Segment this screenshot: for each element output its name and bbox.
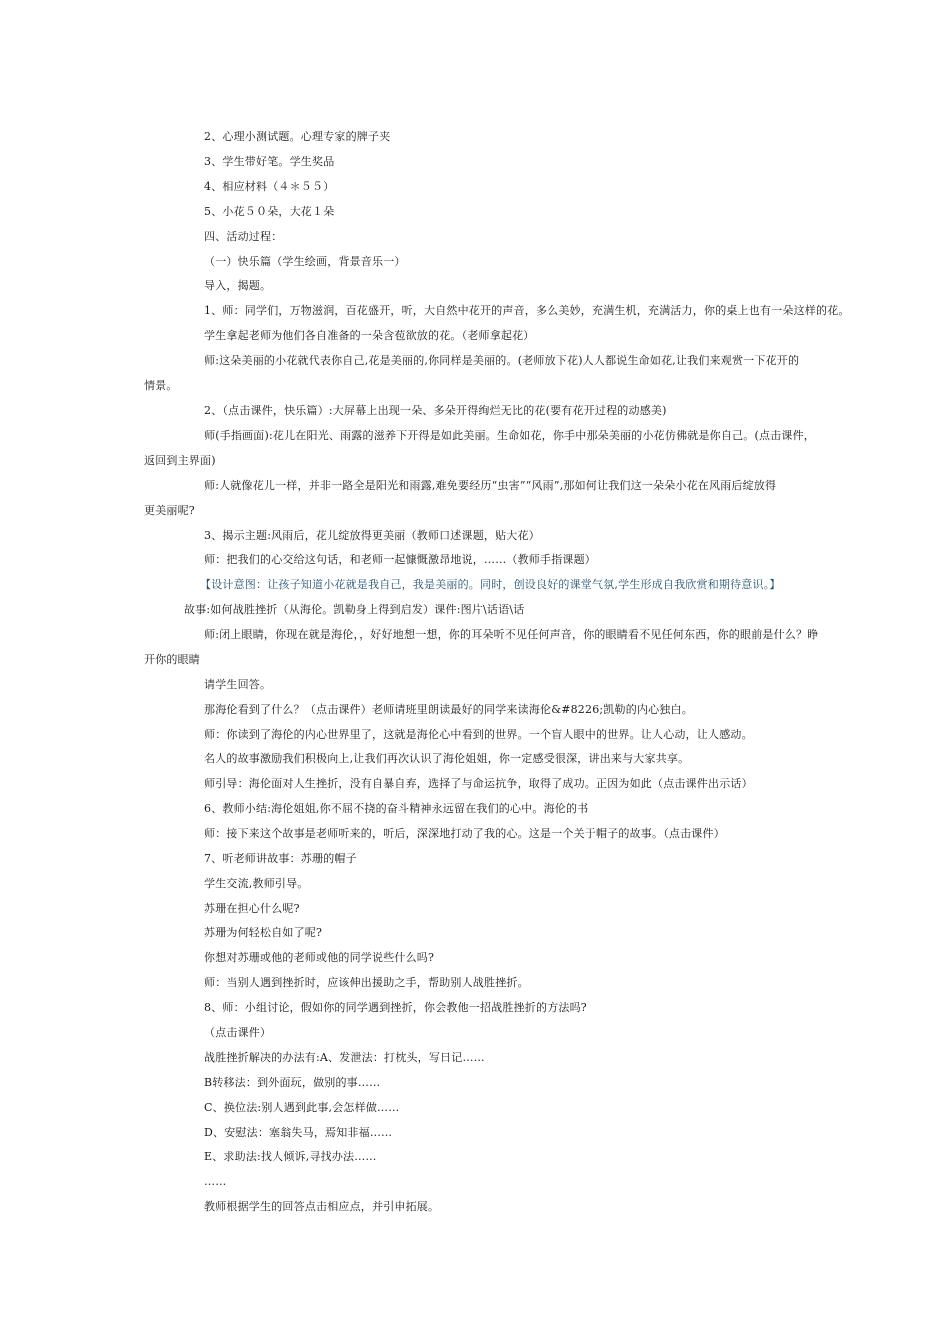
section-heading: 四、活动过程： bbox=[204, 230, 283, 243]
text-line: 名人的故事激励我们积极向上,让我们再次认识了海伦姐姐，你一定感受很深，讲出来与大家共享。 bbox=[204, 752, 690, 765]
text-line: 6、教师小结:海伦姐姐,你不屈不挠的奋斗精神永远留在我们的心中。海伦的书 bbox=[204, 802, 589, 815]
text-line: （点击课件） bbox=[204, 1026, 272, 1039]
text-line: 请学生回答。 bbox=[204, 678, 272, 691]
text-line: 1、师：同学们，万物滋润，百花盛开，听，大自然中花开的声音，多么美妙，充满生机，充满活力，你的桌上也有一朵这样的花。 bbox=[204, 304, 850, 317]
text-line: 师：你读到了海伦的内心世界里了，这就是海伦心中看到的世界。一个盲人眼中的世界。让人心动，让人感动。 bbox=[204, 728, 753, 741]
text-line: 苏珊为何轻松自如了呢? bbox=[204, 926, 323, 939]
text-line: 师：把我们的心交给这句话，和老师一起慷慨激昂地说，……（教师手指课题） bbox=[204, 553, 596, 566]
text-line: 3、学生带好笔。学生奖品 bbox=[204, 155, 335, 168]
text-line: 更美丽呢? bbox=[144, 504, 195, 517]
text-line: B转移法：到外面玩，做别的事…… bbox=[204, 1076, 381, 1089]
text-line: 4、相应材料（４＊５５） bbox=[204, 180, 335, 193]
text-line: D、安慰法：塞翁失马，焉知非福…… bbox=[204, 1126, 393, 1139]
design-intent-note: 【设计意图：让孩子知道小花就是我自己，我是美丽的。同时，创设良好的课堂气氛,学生形成自我欣赏和期待意识。】 bbox=[200, 578, 781, 591]
text-line: E、求助法:找人倾诉,寻找办法…… bbox=[204, 1150, 377, 1163]
text-line: 师：接下来这个故事是老师听来的，听后，深深地打动了我的心。这是一个关于帽子的故事。（点击课件） bbox=[204, 827, 725, 840]
text-line: 你想对苏珊或他的老师或他的同学说些什么吗? bbox=[204, 951, 435, 964]
text-line: 导入，揭题。 bbox=[204, 279, 272, 292]
text-line: 情景。 bbox=[144, 379, 178, 392]
text-line: …… bbox=[204, 1175, 227, 1188]
text-line: 学生交流,教师引导。 bbox=[204, 877, 309, 890]
text-line: 苏珊在担心什么呢? bbox=[204, 902, 300, 915]
text-line: 7、听老师讲故事：苏珊的帽子 bbox=[204, 852, 357, 865]
text-line: 战胜挫折解决的办法有:A、发泄法：打枕头，写日记…… bbox=[204, 1051, 485, 1064]
text-line: 师引导：海伦面对人生挫折，没有自暴自弃，选择了与命运抗争，取得了成功。正因为如此（点击课件出示话） bbox=[204, 777, 753, 790]
text-line: 师:人就像花儿一样，并非一路全是阳光和雨露,难免要经历“虫害”“风雨”,那如何让我们这一朵朵小花在风雨后绽放得 bbox=[204, 479, 777, 492]
text-line: 2、心理小测试题。心理专家的牌子夹 bbox=[204, 130, 391, 143]
text-line: 开你的眼睛 bbox=[144, 653, 200, 666]
text-line: C、换位法:别人遇到此事,会怎样做…… bbox=[204, 1101, 400, 1114]
text-line: 教师根据学生的回答点击相应点，并引申拓展。 bbox=[204, 1200, 440, 1213]
text-line: 返回到主界面) bbox=[144, 454, 216, 467]
text-line: 师(手指画面):花儿在阳光、雨露的滋养下开得是如此美丽。生命如花，你手中那朵美丽的小花仿佛就是你自己。(点击课件， bbox=[204, 429, 815, 442]
text-line: 故事:如何战胜挫折（从海伦。凯勒身上得到启发）课件:图片\话语\话 bbox=[184, 603, 525, 616]
text-line: 那海伦看到了什么？（点击课件）老师请班里朗读最好的同学来读海伦&#8226;凯勒的内心独白。 bbox=[204, 703, 693, 716]
text-line: 3、揭示主题:风雨后，花儿绽放得更美丽（教师口述课题，贴大花） bbox=[204, 529, 540, 542]
subsection-heading: （一）快乐篇（学生绘画，背景音乐一） bbox=[204, 255, 406, 268]
text-line: 师:闭上眼睛，你现在就是海伦，，好好地想一想，你的耳朵听不见任何声音，你的眼睛看不见任何东西，你的眼前是什么？睁 bbox=[204, 628, 819, 641]
text-line: 8、师：小组讨论，假如你的同学遇到挫折，你会教他一招战胜挫折的方法吗? bbox=[204, 1001, 587, 1014]
text-line: 2、（点击课件，快乐篇）:大屏幕上出现一朵、多朵开得绚烂无比的花(要有花开过程的动感美) bbox=[204, 404, 667, 417]
text-line: 师:这朵美丽的小花就代表你自己,花是美丽的,你同样是美丽的。(老师放下花)人人都说生命如花,让我们来观赏一下花开的 bbox=[204, 354, 800, 367]
text-line: 学生拿起老师为他们各自准备的一朵含苞欲放的花。（老师拿起花） bbox=[204, 329, 535, 342]
text-line: 师：当别人遇到挫折时，应该伸出援助之手，帮助别人战胜挫折。 bbox=[204, 976, 529, 989]
text-line: 5、小花５０朵，大花１朵 bbox=[204, 205, 335, 218]
